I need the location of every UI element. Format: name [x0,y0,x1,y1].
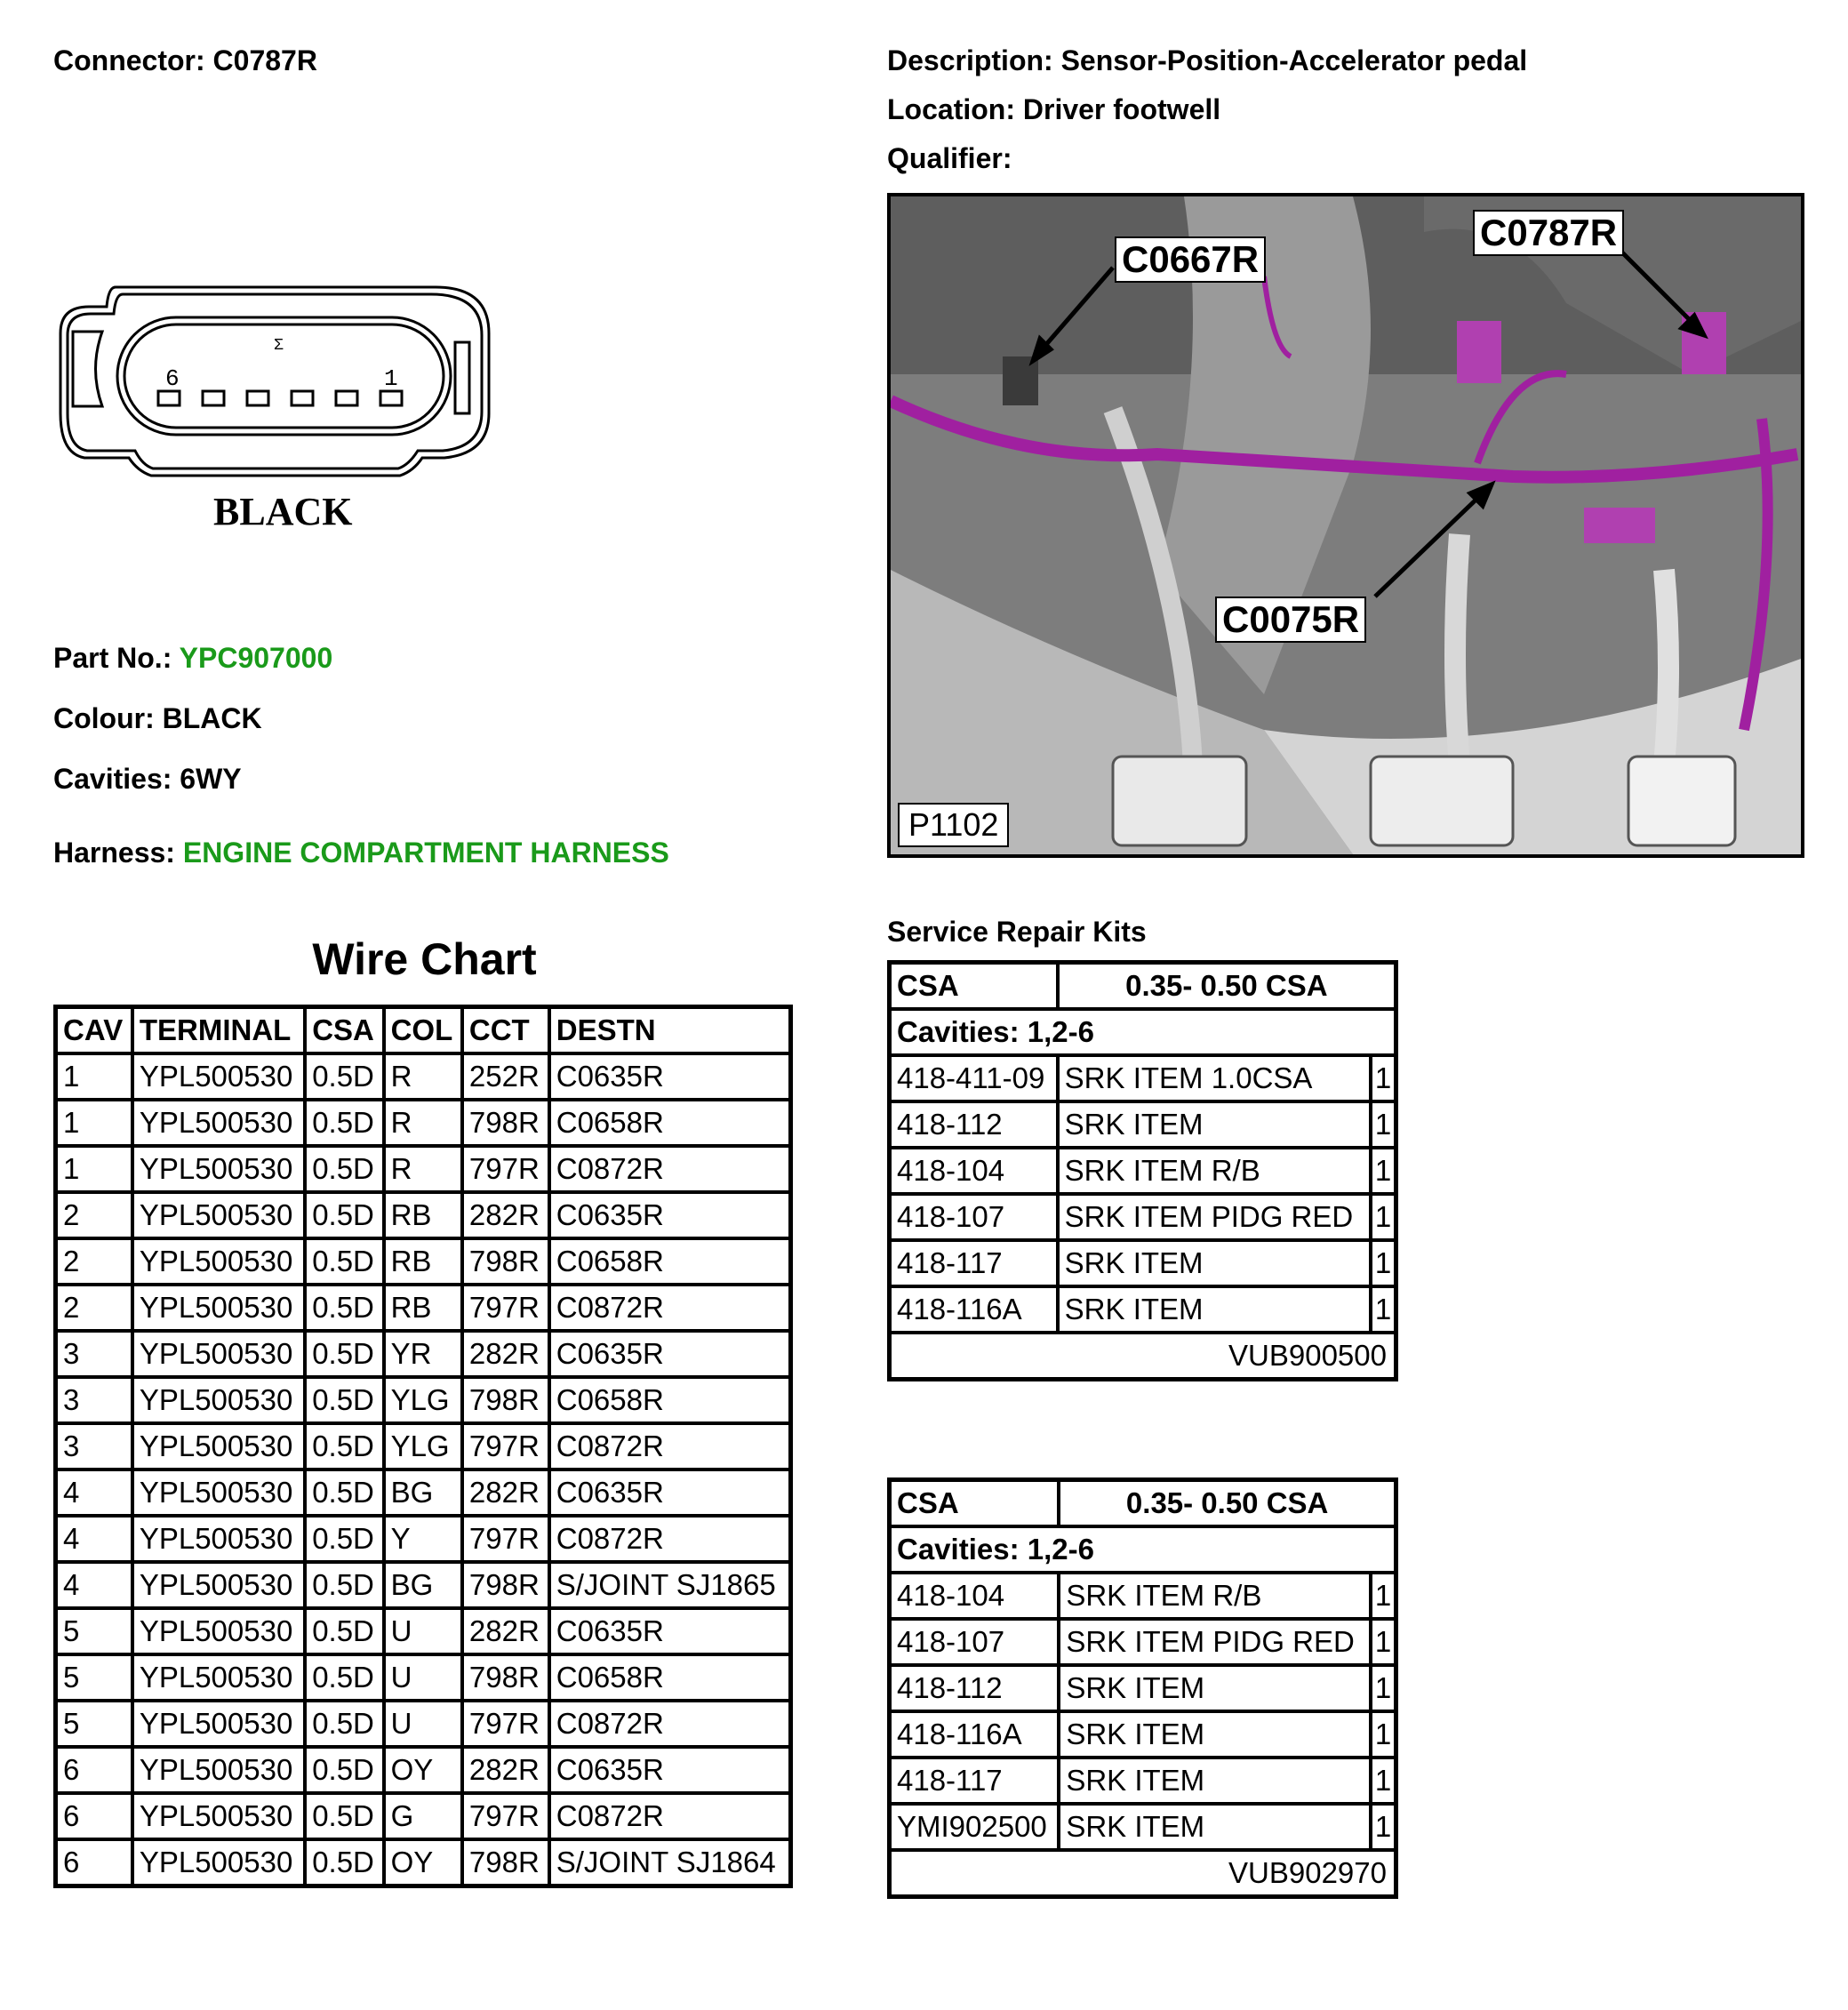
srk-item-description: SRK ITEM [1058,1240,1371,1286]
description-label: Description: [887,44,1053,76]
srk-item-row [890,1758,1396,1804]
srk-item-description: SRK ITEM R/B [1059,1573,1371,1619]
table-row [56,1423,791,1469]
cell-terminal: YPL500530 [132,1331,305,1377]
cell-cct: 798R [462,1562,549,1608]
srk-item-row [890,1665,1396,1711]
srk-part-number: 418-107 [890,1619,1060,1665]
part-label: Part No.: [53,642,172,674]
cell-csa: 0.5D [305,1469,383,1516]
cell-cav: 5 [56,1608,132,1654]
cell-destn: C0872R [549,1701,791,1747]
cell-terminal: YPL500530 [132,1839,305,1886]
srk-item-description: SRK ITEM [1059,1758,1371,1804]
footwell-illustration [891,196,1801,854]
srk-part-number: YMI902500 [890,1804,1060,1850]
srk-item-row [890,1240,1396,1286]
srk-csa-row [890,1480,1396,1527]
cell-csa: 0.5D [305,1423,383,1469]
callout-c0075r: C0075R [1215,597,1366,643]
cell-terminal: YPL500530 [132,1053,305,1100]
cell-terminal: YPL500530 [132,1793,305,1839]
table-row [56,1516,791,1562]
cell-cav: 1 [56,1053,132,1100]
srk-part-number: 418-116A [890,1286,1058,1333]
srk-item-row [890,1194,1396,1240]
cell-terminal: YPL500530 [132,1747,305,1793]
srk-csa-value: 0.35- 0.50 CSA [1058,963,1396,1010]
table-row [56,1238,791,1285]
srk-item-qty: 1 [1371,1804,1396,1850]
srk-csa-label: CSA [890,963,1058,1010]
part-line [53,642,332,675]
srk-table-1 [887,960,1398,1381]
srk-item-description: SRK ITEM [1059,1665,1371,1711]
cell-destn: C0635R [549,1331,791,1377]
pin-left-number: 6 [165,365,180,392]
cell-csa: 0.5D [305,1793,383,1839]
cell-csa: 0.5D [305,1053,383,1100]
table-row [56,1377,791,1423]
cell-destn: C0635R [549,1192,791,1238]
location-label: Location: [887,93,1015,125]
srk-item-description: SRK ITEM R/B [1058,1148,1371,1194]
cell-csa: 0.5D [305,1654,383,1701]
table-row [56,1701,791,1747]
srk-item-description: SRK ITEM [1058,1101,1371,1148]
cell-cav: 1 [56,1100,132,1146]
cell-cct: 282R [462,1331,549,1377]
cell-csa: 0.5D [305,1238,383,1285]
cell-cav: 4 [56,1469,132,1516]
srk-item-row [890,1055,1396,1101]
cell-destn: C0635R [549,1608,791,1654]
table-row [56,1562,791,1608]
cell-cct: 282R [462,1747,549,1793]
srk-part-number: 418-112 [890,1665,1060,1711]
cell-col: RB [384,1192,462,1238]
cell-col: U [384,1654,462,1701]
srk-item-qty: 1 [1371,1148,1396,1194]
cell-cav: 2 [56,1285,132,1331]
cell-cct: 797R [462,1285,549,1331]
cell-terminal: YPL500530 [132,1701,305,1747]
cell-cct: 797R [462,1793,549,1839]
col-header-destn: DESTN [549,1007,791,1054]
srk-item-row [890,1148,1396,1194]
cell-terminal: YPL500530 [132,1516,305,1562]
colour-line [53,702,262,735]
wire-chart-title: Wire Chart [312,934,537,984]
cell-terminal: YPL500530 [132,1238,305,1285]
cell-terminal: YPL500530 [132,1654,305,1701]
srk-item-row [890,1286,1396,1333]
cell-destn: C0872R [549,1793,791,1839]
srk-csa-label: CSA [890,1480,1060,1527]
cell-terminal: YPL500530 [132,1146,305,1192]
table-row [56,1747,791,1793]
connector-label: Connector: [53,44,205,76]
cell-destn: S/JOINT SJ1864 [549,1839,791,1886]
cell-csa: 0.5D [305,1192,383,1238]
srk-item-qty: 1 [1371,1711,1396,1758]
srk-part-number: 418-116A [890,1711,1060,1758]
cell-cav: 6 [56,1793,132,1839]
connector-line [53,44,317,77]
connector-value: C0787R [212,44,317,76]
srk-part-number: 418-117 [890,1240,1058,1286]
cell-csa: 0.5D [305,1285,383,1331]
cell-col: R [384,1053,462,1100]
cell-col: YLG [384,1423,462,1469]
table-row [56,1608,791,1654]
col-header-cav: CAV [56,1007,132,1054]
cell-destn: C0658R [549,1377,791,1423]
cell-col: U [384,1701,462,1747]
cell-terminal: YPL500530 [132,1285,305,1331]
key-mark: Σ [274,337,284,355]
cell-destn: S/JOINT SJ1865 [549,1562,791,1608]
table-row [56,1192,791,1238]
cell-cav: 1 [56,1146,132,1192]
srk-item-qty: 1 [1371,1758,1396,1804]
qualifier-label: Qualifier: [887,142,1012,174]
cell-destn: C0872R [549,1423,791,1469]
cell-terminal: YPL500530 [132,1377,305,1423]
cell-destn: C0658R [549,1238,791,1285]
cell-col: RB [384,1238,462,1285]
cell-cav: 3 [56,1423,132,1469]
cell-cct: 252R [462,1053,549,1100]
srk-item-description: SRK ITEM [1058,1286,1371,1333]
srk-item-row [890,1804,1396,1850]
srk-item-qty: 1 [1371,1240,1396,1286]
srk-cavities: Cavities: 1,2-6 [890,1526,1396,1573]
cell-terminal: YPL500530 [132,1423,305,1469]
cell-destn: C0872R [549,1146,791,1192]
srk-item-qty: 1 [1371,1194,1396,1240]
connector-colour-caption: BLACK [213,490,353,533]
srk-item-qty: 1 [1371,1619,1396,1665]
cell-cct: 282R [462,1192,549,1238]
cell-cav: 5 [56,1701,132,1747]
cell-terminal: YPL500530 [132,1608,305,1654]
cell-destn: C0658R [549,1100,791,1146]
location-line [887,93,1220,126]
cell-cav: 4 [56,1562,132,1608]
srk-item-qty: 1 [1371,1101,1396,1148]
description-line [887,44,1527,77]
cell-cct: 798R [462,1839,549,1886]
cell-destn: C0658R [549,1654,791,1701]
srk-item-row [890,1619,1396,1665]
col-header-col: COL [384,1007,462,1054]
srk-part-number: 418-104 [890,1148,1058,1194]
cell-cav: 2 [56,1238,132,1285]
location-photo [887,193,1804,858]
cell-cct: 797R [462,1516,549,1562]
srk-part-number: 418-411-09 [890,1055,1058,1101]
cell-destn: C0635R [549,1747,791,1793]
cell-cav: 6 [56,1839,132,1886]
cell-col: BG [384,1469,462,1516]
col-header-csa: CSA [305,1007,383,1054]
srk-part-number: 418-107 [890,1194,1058,1240]
srk-cavities-row [890,1526,1396,1573]
cell-terminal: YPL500530 [132,1100,305,1146]
cell-col: R [384,1146,462,1192]
srk-item-qty: 1 [1371,1573,1396,1619]
cell-csa: 0.5D [305,1701,383,1747]
colour-value: BLACK [162,702,262,734]
colour-label: Colour: [53,702,155,734]
cavities-line [53,763,242,796]
cell-csa: 0.5D [305,1377,383,1423]
cell-terminal: YPL500530 [132,1469,305,1516]
cell-col: G [384,1793,462,1839]
col-header-terminal: TERMINAL [132,1007,305,1054]
srk-kit-number: VUB902970 [890,1850,1396,1897]
cell-col: U [384,1608,462,1654]
cell-destn: C0635R [549,1469,791,1516]
description-value: Sensor-Position-Accelerator pedal [1060,44,1528,76]
table-row [56,1285,791,1331]
srk-title: Service Repair Kits [887,916,1147,948]
cell-terminal: YPL500530 [132,1562,305,1608]
harness-line [53,837,669,869]
col-header-cct: CCT [462,1007,549,1054]
cell-cct: 797R [462,1423,549,1469]
cell-cav: 5 [56,1654,132,1701]
srk-part-number: 418-104 [890,1573,1060,1619]
table-row [56,1654,791,1701]
table-row [56,1469,791,1516]
pin-right-number: 1 [384,365,398,392]
srk-kit-number: VUB900500 [890,1333,1396,1380]
srk-kit-number-row [890,1850,1396,1897]
cell-cct: 798R [462,1238,549,1285]
wire-chart-table [53,1005,793,1888]
connector-face-drawing [53,280,498,538]
table-row [56,1100,791,1146]
harness-label: Harness: [53,837,175,869]
photo-code: P1102 [898,803,1009,847]
table-row [56,1146,791,1192]
cell-cct: 798R [462,1654,549,1701]
srk-kit-number-row [890,1333,1396,1380]
srk-item-qty: 1 [1371,1055,1396,1101]
cell-col: YR [384,1331,462,1377]
srk-item-qty: 1 [1371,1665,1396,1711]
srk-part-number: 418-117 [890,1758,1060,1804]
cell-cav: 3 [56,1331,132,1377]
callout-c0787r: C0787R [1473,210,1624,256]
srk-item-row [890,1573,1396,1619]
cell-csa: 0.5D [305,1516,383,1562]
wire-chart-header-row [56,1007,791,1054]
cell-csa: 0.5D [305,1146,383,1192]
srk-item-description: SRK ITEM PIDG RED [1058,1194,1371,1240]
cell-cct: 282R [462,1608,549,1654]
cell-col: RB [384,1285,462,1331]
cell-col: YLG [384,1377,462,1423]
location-value: Driver footwell [1022,93,1221,125]
cell-cct: 798R [462,1377,549,1423]
srk-table-2 [887,1477,1398,1899]
cavities-label: Cavities: [53,763,172,795]
part-number-link[interactable]: YPC907000 [179,642,333,674]
cell-cct: 797R [462,1146,549,1192]
srk-csa-row [890,963,1396,1010]
srk-item-row [890,1101,1396,1148]
srk-item-description: SRK ITEM [1059,1711,1371,1758]
cell-destn: C0872R [549,1285,791,1331]
cell-csa: 0.5D [305,1608,383,1654]
cell-col: OY [384,1747,462,1793]
connector-outline-icon [53,280,498,538]
srk-item-qty: 1 [1371,1286,1396,1333]
cell-cct: 797R [462,1701,549,1747]
cell-cav: 4 [56,1516,132,1562]
srk-item-description: SRK ITEM PIDG RED [1059,1619,1371,1665]
cavities-value: 6WY [180,763,242,795]
cell-col: R [384,1100,462,1146]
cell-cav: 2 [56,1192,132,1238]
table-row [56,1793,791,1839]
cell-csa: 0.5D [305,1562,383,1608]
cell-terminal: YPL500530 [132,1192,305,1238]
cell-csa: 0.5D [305,1100,383,1146]
callout-c0667r: C0667R [1115,236,1266,283]
cell-csa: 0.5D [305,1839,383,1886]
cell-csa: 0.5D [305,1747,383,1793]
cell-cav: 6 [56,1747,132,1793]
cell-destn: C0635R [549,1053,791,1100]
srk-item-row [890,1711,1396,1758]
cell-cct: 798R [462,1100,549,1146]
srk-cavities-row [890,1009,1396,1055]
cell-col: OY [384,1839,462,1886]
harness-link[interactable]: ENGINE COMPARTMENT HARNESS [182,837,669,869]
cell-col: Y [384,1516,462,1562]
table-row [56,1331,791,1377]
srk-csa-value: 0.35- 0.50 CSA [1059,1480,1396,1527]
table-row [56,1839,791,1886]
cell-csa: 0.5D [305,1331,383,1377]
srk-cavities: Cavities: 1,2-6 [890,1009,1396,1055]
srk-item-description: SRK ITEM 1.0CSA [1058,1055,1371,1101]
cell-destn: C0872R [549,1516,791,1562]
cell-cav: 3 [56,1377,132,1423]
srk-item-description: SRK ITEM [1059,1804,1371,1850]
cell-col: BG [384,1562,462,1608]
cell-cct: 282R [462,1469,549,1516]
table-row [56,1053,791,1100]
srk-part-number: 418-112 [890,1101,1058,1148]
